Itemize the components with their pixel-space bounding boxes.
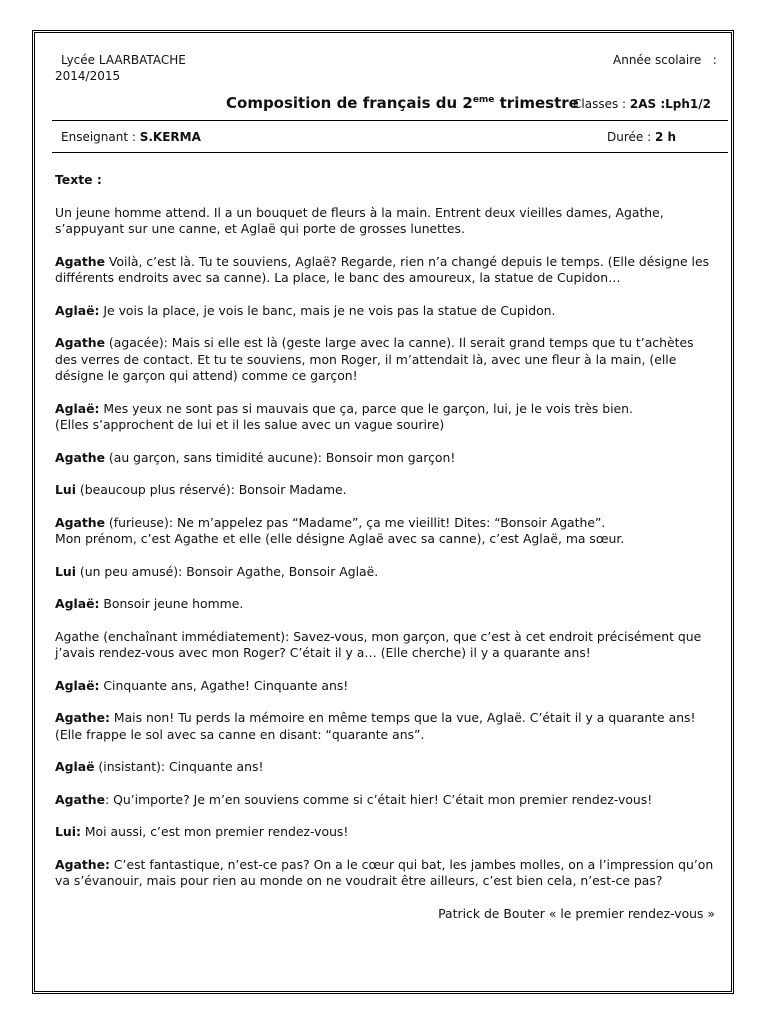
line-text-continued: (Elles s’approchent de lui et il les salue avec un vague sourire): [55, 417, 445, 432]
speaker-name: Agathe: [55, 514, 105, 530]
line-text: (un peu amusé): Bonsoir Agathe, Bonsoir Aglaë.: [75, 563, 379, 579]
line-text: (insistant): Cinquante ans!: [94, 759, 264, 774]
speaker-name: Aglaë:: [55, 400, 100, 416]
dialogue-line: [55, 710, 715, 743]
teacher-label: Enseignant :: [61, 130, 140, 144]
speaker-name: Agathe: [55, 449, 105, 465]
dialogue-line: [55, 792, 715, 809]
header-divider-top: [52, 120, 728, 121]
speaker-name: Lui: [55, 563, 76, 579]
speaker-name: Agathe:: [55, 710, 110, 725]
line-text: (agacée): Mais si elle est là (geste large avec la canne). Il serait grand temps que tu t’achètes des verres de contact. Et tu te souviens, mon Roger, il m’attendait là, avec une fleur à la main, (elle désigne le garçon qui attend) comme ce garçon!: [55, 335, 694, 383]
speaker-name: Aglaë:: [55, 596, 100, 611]
line-text-continued: Mon prénom, c’est Agathe et elle (elle désigne Aglaë avec sa canne), c’est Aglaë, ma sœur.: [55, 531, 625, 546]
dialogue-line: [55, 303, 715, 320]
dialogue: [55, 254, 715, 890]
speaker-name: Aglaë: [55, 759, 95, 774]
source-citation: Patrick de Bouter « le premier rendez-vous »: [438, 905, 715, 921]
speaker-name: Agathe: [55, 253, 105, 269]
header-divider-bottom: [52, 152, 728, 153]
text-label: Texte :: [55, 172, 102, 187]
speaker-name: Agathe:: [55, 856, 110, 872]
line-text: Cinquante ans, Agathe! Cinquante ans!: [99, 677, 349, 693]
dialogue-line: [55, 678, 715, 695]
dialogue-line: [55, 254, 715, 287]
title-main: Composition de français du 2: [226, 94, 473, 112]
line-text: Agathe (enchaînant immédiatement): Savez-vous, mon garçon, que c’est à cet endroit précisément que j’avais rendez-vous avec mon Roger? C’était il y a… (Elle cherche) il y a quarante ans!: [55, 628, 702, 660]
speaker-name: Aglaë:: [55, 677, 100, 693]
dialogue-line: [55, 629, 715, 662]
line-text: (au garçon, sans timidité aucune): Bonsoir mon garçon!: [104, 449, 456, 465]
duration-label: Durée :: [607, 130, 655, 144]
speaker-name: Lui: [55, 482, 76, 497]
dialogue-line: [55, 596, 715, 613]
classes-label: Classes :: [573, 97, 630, 111]
dialogue-line: [55, 515, 715, 548]
speaker-name: Lui:: [55, 824, 81, 839]
line-text: Mais non! Tu perds la mémoire en même temps que la vue, Aglaë. C’était il y a quarante ans! (Elle frappe le sol avec sa canne en disant: “quarante ans”.: [55, 710, 696, 742]
duration-value: 2 h: [654, 130, 677, 144]
classes-info: [573, 97, 711, 111]
title-end: trimestre: [494, 94, 579, 112]
dialogue-line: [55, 401, 715, 434]
speaker-name: Agathe: [55, 791, 105, 807]
line-text: Bonsoir jeune homme.: [99, 596, 244, 611]
teacher-info: [61, 130, 201, 144]
line-text: (furieuse): Ne m’appelez pas “Madame”, ça me vieillit! Dites: “Bonsoir Agathe”.: [104, 514, 606, 530]
line-text: : Qu’importe? Je m’en souviens comme si c’était hier! C’était mon premier rendez-vous!: [104, 791, 653, 807]
school-year-value: 2014/2015: [55, 69, 121, 83]
text-body: [55, 172, 715, 938]
line-text: (beaucoup plus réservé): Bonsoir Madame.: [75, 482, 347, 497]
classes-value: 2AS :Lph1/2: [629, 97, 712, 111]
intro-paragraph: Un jeune homme attend. Il a un bouquet de fleurs à la main. Entrent deux vieilles dames, Agathe, s’appuyant sur une canne, et Aglaë qui porte de grosses lunettes.: [55, 204, 664, 236]
line-text: Mes yeux ne sont pas si mauvais que ça, parce que le garçon, lui, je le vois très bien.: [99, 400, 633, 416]
dialogue-line: [55, 482, 715, 499]
school-year-label: Année scolaire :: [613, 53, 717, 67]
dialogue-line: [55, 857, 715, 890]
dialogue-line: [55, 564, 715, 581]
line-text: Voilà, c’est là. Tu te souviens, Aglaë? Regarde, rien n’a changé depuis le temps. (Elle désigne les différents endroits avec sa canne). La place, le banc des amoureux, la statue de Cupidon…: [55, 253, 710, 285]
school-name: Lycée LAARBATACHE: [61, 53, 186, 67]
dialogue-line: [55, 759, 715, 776]
dialogue-line: [55, 335, 715, 385]
duration-info: [607, 130, 676, 144]
dialogue-line: [55, 824, 715, 841]
page-title: [226, 94, 579, 112]
line-text: Je vois la place, je vois le banc, mais je ne vois pas la statue de Cupidon.: [99, 302, 556, 318]
dialogue-line: [55, 450, 715, 467]
speaker-name: Aglaë:: [55, 302, 100, 318]
speaker-name: Agathe: [55, 335, 105, 350]
teacher-value: S.KERMA: [139, 130, 201, 144]
line-text: Moi aussi, c’est mon premier rendez-vous!: [80, 824, 349, 839]
title-superscript: eme: [472, 95, 495, 105]
line-text: C’est fantastique, n’est-ce pas? On a le cœur qui bat, les jambes molles, on a l’impression qu’on va s’évanouir, mais pour rien au monde on ne voudrait être ailleurs, c’est bien cela, n’est-ce pas?: [55, 856, 714, 888]
